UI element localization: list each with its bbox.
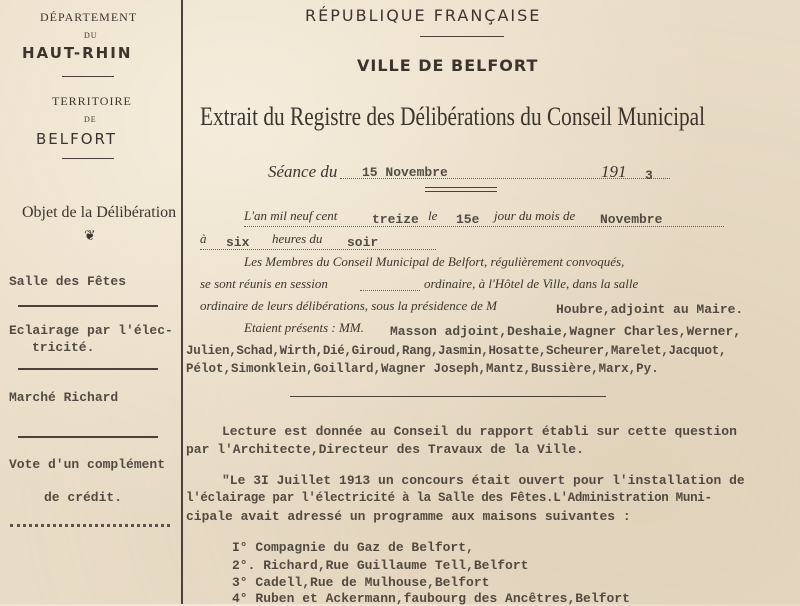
header-divider — [420, 36, 504, 37]
departement-label: DÉPARTEMENT — [40, 10, 138, 24]
intro-month: Novembre — [600, 212, 663, 227]
extrait-title: Extrait du Registre des Délibérations du Conseil Municipal — [200, 102, 706, 131]
column-rule — [181, 0, 183, 604]
seance-date: 15 Novembre — [362, 165, 448, 180]
intro-line2-b: heures du — [272, 231, 323, 246]
intro-names-2: Julien,Schad,Wirth,Dié,Giroud,Rang,Jasmin,Hosatte,Scheurer,Marelet,Jacquot, — [186, 344, 727, 358]
sidebar-divider — [62, 158, 114, 159]
intro-day: 15e — [456, 212, 480, 227]
ornament-icon: ❦ — [84, 228, 96, 244]
seance-year-suffix: 3 — [645, 168, 653, 183]
intro-line1-b: le — [428, 208, 438, 223]
intro-names-1: Masson adjoint,Deshaie,Wagner Charles,Werner, — [390, 324, 742, 339]
margin-separator — [18, 368, 158, 370]
seance-label: Séance du — [268, 162, 338, 181]
body-p2-line3: cipale avait adressé un programme aux maisons suivantes : — [186, 509, 631, 524]
intro-dotline — [200, 249, 436, 250]
body-p2-line2: l'éclairage par l'électricité à la Salle des Fêtes.L'Administration Muni- — [186, 491, 712, 505]
de-label: DE — [84, 115, 97, 124]
intro-names-3: Pélot,Simonklein,Goillard,Wagner Joseph,Mantz,Bussière,Marx,Py. — [186, 362, 659, 376]
republique-title: RÉPUBLIQUE FRANÇAISE — [305, 6, 542, 25]
list-item: 3° Cadell,Rue de Mulhouse,Belfort — [232, 575, 490, 590]
seance-underline — [425, 191, 497, 192]
margin-item-eclairage: Eclairage par l'élec- — [9, 323, 173, 338]
intro-year: treize — [372, 212, 419, 227]
margin-separator — [18, 436, 158, 438]
intro-time: soir — [347, 235, 379, 250]
intro-line1-a: L'an mil neuf cent — [244, 208, 338, 223]
intro-dotline — [360, 290, 420, 291]
intro-hour: six — [226, 235, 250, 250]
haut-rhin-label: HAUT-RHIN — [22, 44, 133, 62]
seance-underline — [425, 187, 497, 188]
margin-item-vote: Vote d'un complément — [9, 457, 166, 472]
intro-line6-a: Etaient présents : MM. — [244, 320, 364, 335]
intro-president: Houbre,adjoint au Maire. — [556, 302, 744, 317]
margin-separator — [18, 305, 158, 307]
section-divider — [290, 396, 606, 397]
du-label: DU — [84, 31, 98, 40]
belfort-label: BELFORT — [36, 130, 118, 148]
intro-line5-a: ordinaire de leurs délibérations, sous la présidence de M — [200, 298, 497, 313]
list-item: 2°. Richard,Rue Guillaume Tell,Belfort — [232, 558, 529, 573]
intro-line4-a: se sont réunis en session — [200, 276, 328, 291]
body-p1-line1: Lecture est donnée au Conseil du rapport établi sur cette question — [222, 424, 737, 439]
intro-dotline — [244, 226, 724, 227]
intro-line4-b: ordinaire, à l'Hôtel de Ville, dans la salle — [424, 276, 639, 291]
margin-item-salle: Salle des Fêtes — [9, 274, 127, 289]
territoire-label: TERRITOIRE — [52, 94, 132, 108]
sidebar-divider — [62, 76, 114, 77]
list-item: 4° Ruben et Ackermann,faubourg des Ancêtres,Belfort — [232, 591, 630, 606]
intro-line1-c: jour du mois de — [494, 208, 576, 223]
margin-item-marche: Marché Richard — [9, 390, 119, 405]
margin-item-eclairage-2: tricité. — [32, 340, 95, 355]
list-item: I° Compagnie du Gaz de Belfort, — [232, 540, 474, 555]
ville-title: VILLE DE BELFORT — [357, 56, 539, 75]
margin-bottom-dots — [10, 524, 170, 527]
intro-line3: Les Membres du Conseil Municipal de Belfort, régulièrement convoqués, — [244, 254, 625, 269]
body-p1-line2: par l'Architecte,Directeur des Travaux de la Ville. — [186, 442, 584, 457]
intro-line2-a: à — [200, 231, 207, 246]
objet-heading: Objet de la Délibération — [22, 204, 177, 221]
body-p2-line1: "Le 3I Juillet 1913 un concours était ouvert pour l'installation de — [222, 473, 745, 488]
margin-item-vote-2: de crédit. — [44, 490, 123, 505]
seance-year: 191 — [601, 162, 627, 181]
